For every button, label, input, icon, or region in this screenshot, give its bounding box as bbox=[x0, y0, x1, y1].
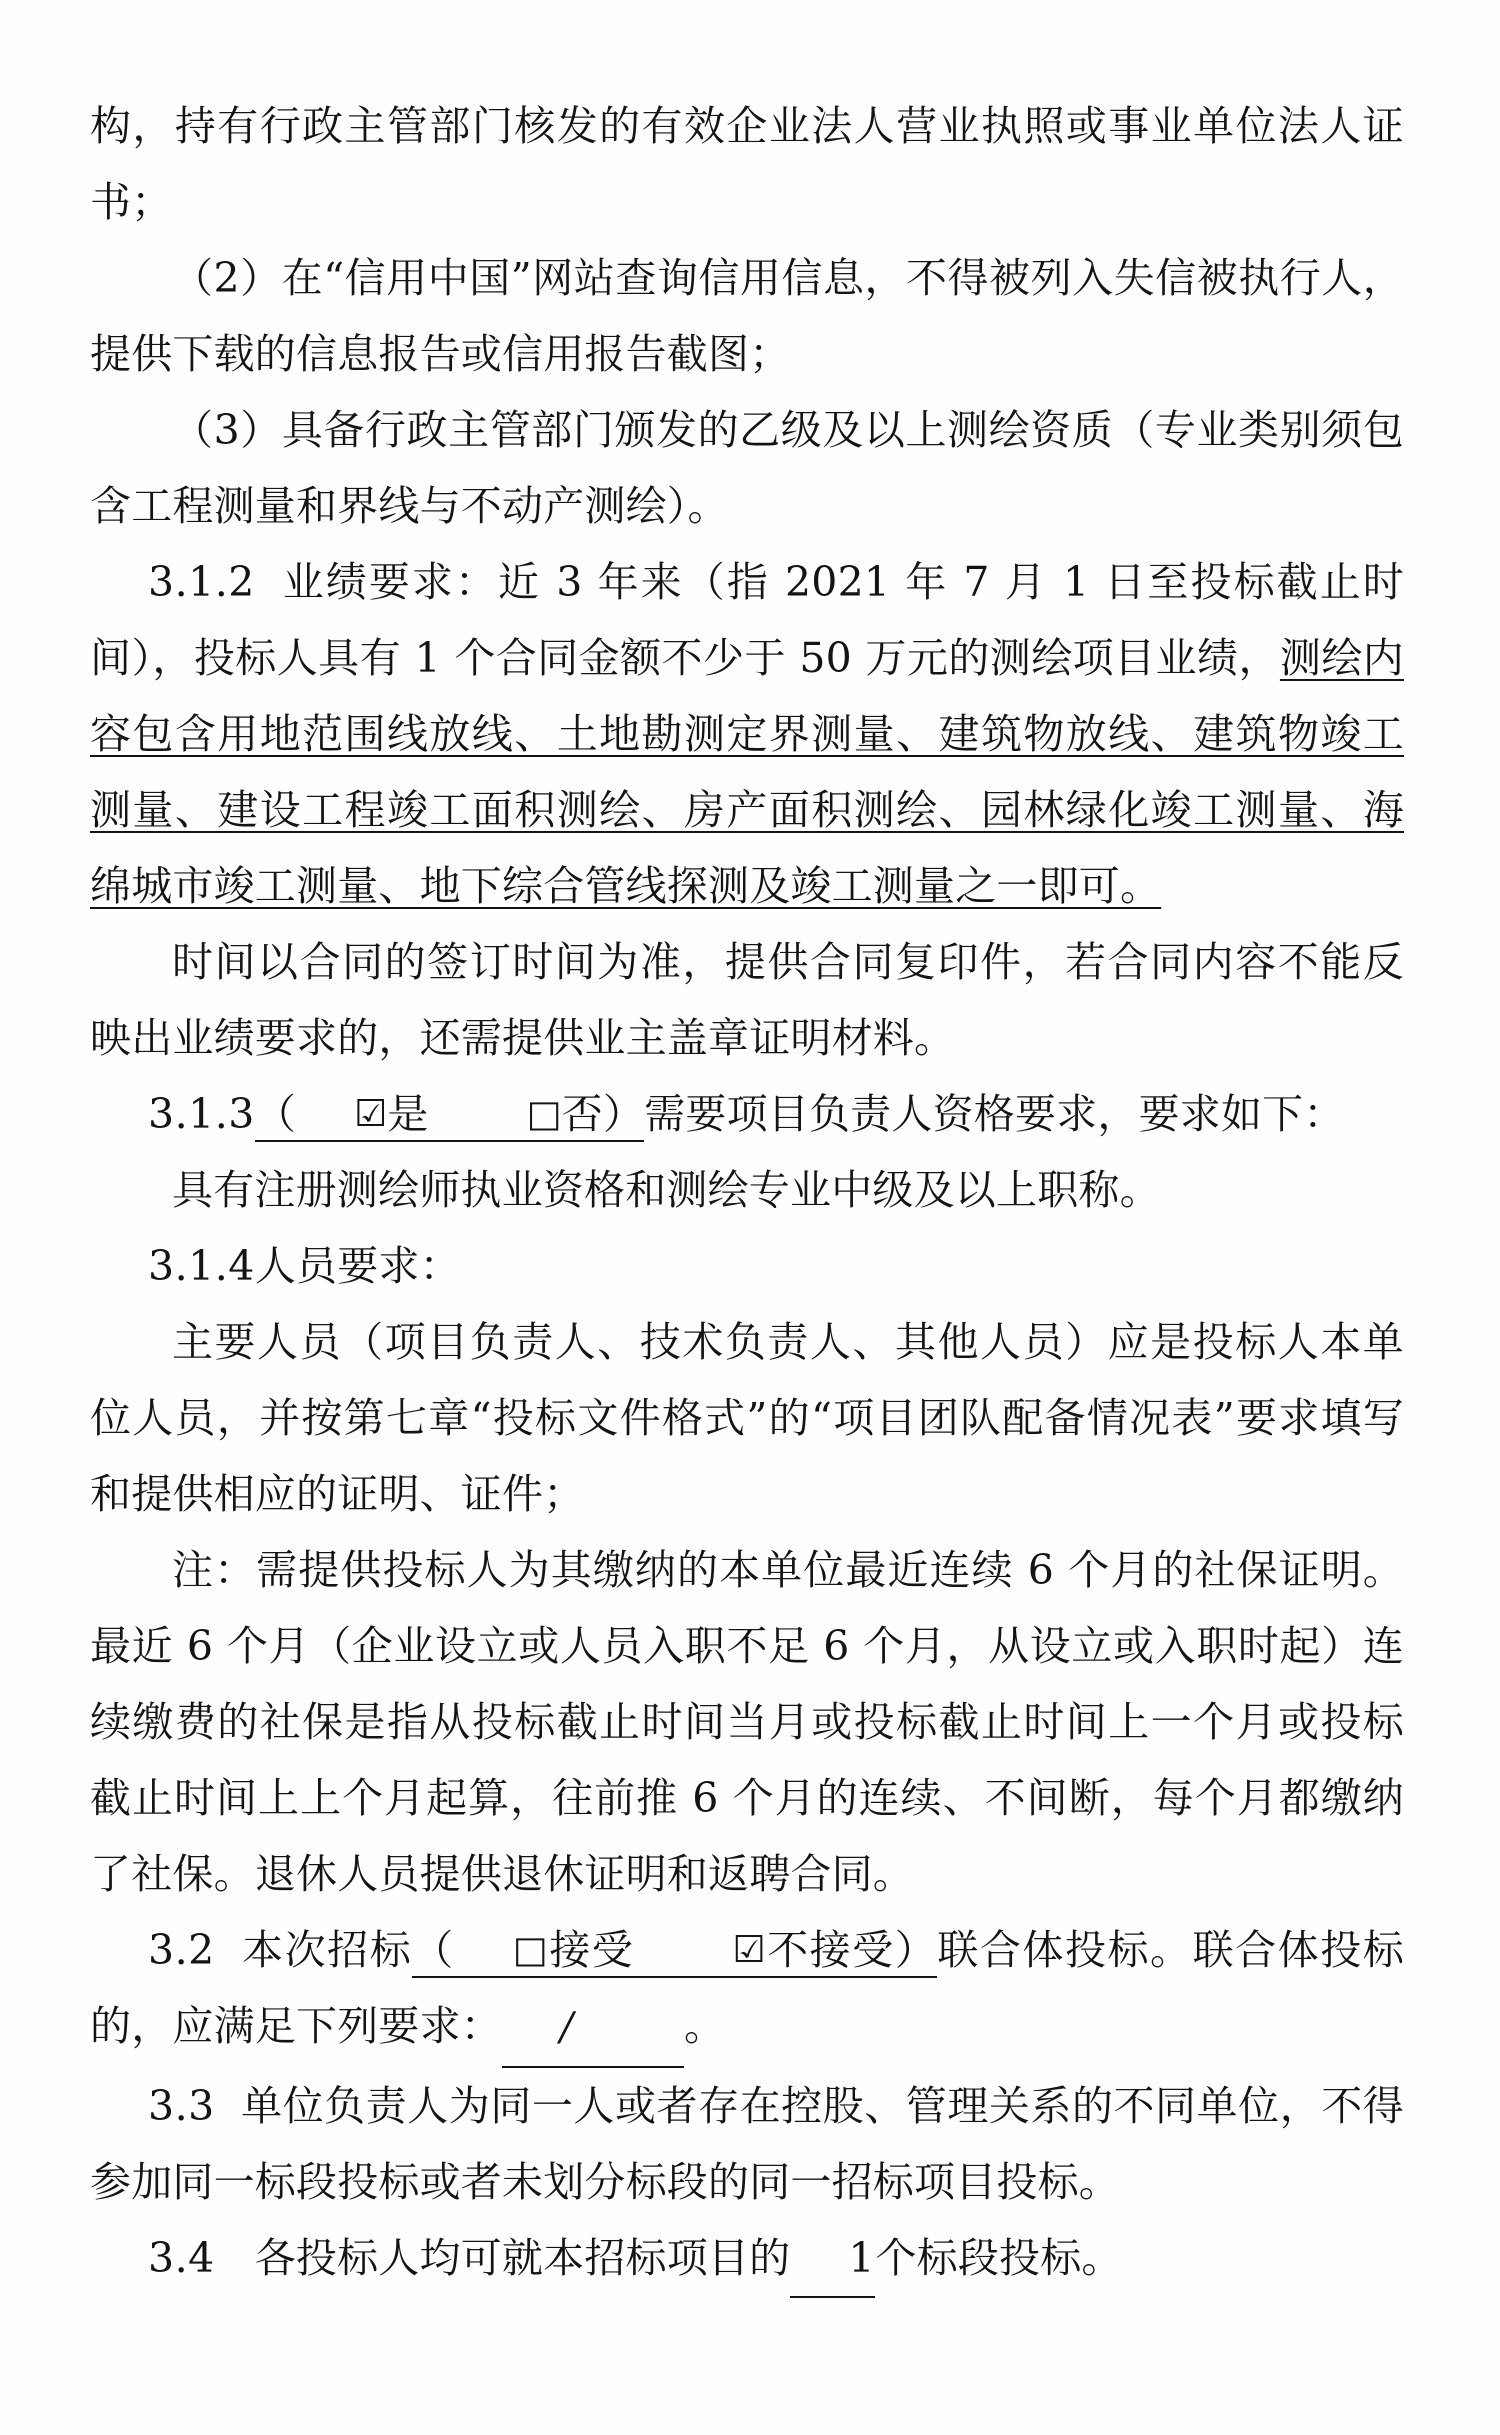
section-3-1-3-tail: 需要项目负责人资格要求，要求如下： bbox=[644, 1090, 1345, 1138]
paragraph-section-3-1-3-body: 具有注册测绘师执业资格和测绘专业中级及以上职称。 bbox=[172, 1166, 1161, 1214]
checkbox-no-label: 否 bbox=[561, 1090, 603, 1138]
section-3-1-2-underlined-text: 测绘内容包含用地范围线放线、土地勘测定界测量、建筑物放线、建筑物竣工测量、建设工程竣工面积测绘、房产面积测绘、园林绿化竣工测量、海绵城市竣工测量、地下综合管线探测及竣工测量之一即可。 bbox=[90, 634, 1405, 910]
paragraph-section-3-3 bbox=[90, 2068, 1404, 2220]
paragraph-section-3-1-2 bbox=[90, 544, 1404, 924]
section-3-2-lead: 本次招标 bbox=[240, 1926, 413, 1974]
section-3-2-fill-blank[interactable]: / bbox=[502, 1990, 684, 2068]
checkbox-checked-icon[interactable]: ☑ bbox=[732, 1928, 766, 1971]
section-number-3-1-2: 3.1.2 bbox=[148, 558, 255, 606]
checkbox-reject-label: 不接受 bbox=[765, 1926, 895, 1974]
section-3-4-lead: 各投标人均可就本招标项目的 bbox=[254, 2234, 791, 2282]
section-number-3-3: 3.3 bbox=[148, 2082, 215, 2130]
section-3-3-body: 单位负责人为同一人或者存在控股、管理关系的不同单位，不得参加同一标段投标或者未划分标段的同一招标项目投标。 bbox=[90, 2082, 1404, 2206]
paragraph-section-3-1-3 bbox=[90, 1076, 1404, 1152]
section-number-3-1-4: 3.1.4 bbox=[148, 1242, 255, 1290]
section-3-1-4-title: 人员要求： bbox=[254, 1242, 461, 1290]
checkbox-unchecked-icon[interactable]: □ bbox=[512, 1928, 548, 1971]
section-number-3-1-3: 3.1.3 bbox=[148, 1090, 255, 1138]
section-3-2-tail: 联合体投标。联合体投标的，应满足下列要求： bbox=[90, 1926, 1404, 2050]
checkbox-accept-label: 接受 bbox=[547, 1926, 635, 1974]
paragraph-section-3-1-4 bbox=[90, 1228, 1404, 1304]
checkbox-unchecked-icon[interactable]: □ bbox=[526, 1092, 562, 1135]
document-body bbox=[90, 88, 1404, 2298]
paragraph-section-3-1-2-note: 时间以合同的签订时间为准，提供合同复印件，若合同内容不能反映出业绩要求的，还需提供业主盖章证明材料。 bbox=[90, 938, 1404, 1062]
paragraph-continuation: 构，持有行政主管部门核发的有效企业法人营业执照或事业单位法人证书； bbox=[90, 102, 1404, 226]
paragraph-section-3-4 bbox=[90, 2220, 1404, 2298]
section-3-4-tail: 个标段投标。 bbox=[875, 2234, 1123, 2282]
section-3-1-3-choice-group: （ ☑是 □否） bbox=[255, 1090, 644, 1142]
checkbox-yes-label: 是 bbox=[387, 1090, 429, 1138]
section-number-3-4: 3.4 bbox=[148, 2234, 215, 2282]
section-3-4-lot-count[interactable]: 1 bbox=[790, 2220, 875, 2298]
paragraph-item-3: （3）具备行政主管部门颁发的乙级及以上测绘资质（专业类别须包含工程测量和界线与不动产测绘）。 bbox=[90, 406, 1404, 530]
section-3-2-choice-group: （ □接受 ☑不接受） bbox=[412, 1926, 937, 1978]
section-number-3-2: 3.2 bbox=[148, 1926, 215, 1974]
paragraph-section-3-2 bbox=[90, 1912, 1404, 2068]
checkbox-checked-icon[interactable]: ☑ bbox=[354, 1092, 388, 1135]
paragraph-section-3-1-4-body: 主要人员（项目负责人、技术负责人、其他人员）应是投标人本单位人员，并按第七章“投标文件格式”的“项目团队配备情况表”要求填写和提供相应的证明、证件； bbox=[90, 1318, 1404, 1518]
section-3-2-end: 。 bbox=[684, 2002, 726, 2050]
section-3-1-2-text: 业绩要求：近 3 年来（指 2021 年 7 月 1 日至投标截止时间），投标人具有 1 个合同金额不少于 50 万元的测绘项目业绩， bbox=[90, 558, 1404, 682]
paragraph-item-2: （2）在“信用中国”网站查询信用信息，不得被列入失信被执行人，提供下载的信息报告或信用报告截图； bbox=[90, 254, 1404, 378]
paragraph-section-3-1-4-note: 注：需提供投标人为其缴纳的本单位最近连续 6 个月的社保证明。最近 6 个月（企业设立或人员入职不足 6 个月，从设立或入职时起）连续缴费的社保是指从投标截止时间当月或投标截止时间上一个月或投标截止时间上上个月起算，往前推 6 个月的连续、不间断，每个月都缴纳了社保。退休人员提供退休证明和返聘合同。 bbox=[90, 1546, 1404, 1898]
